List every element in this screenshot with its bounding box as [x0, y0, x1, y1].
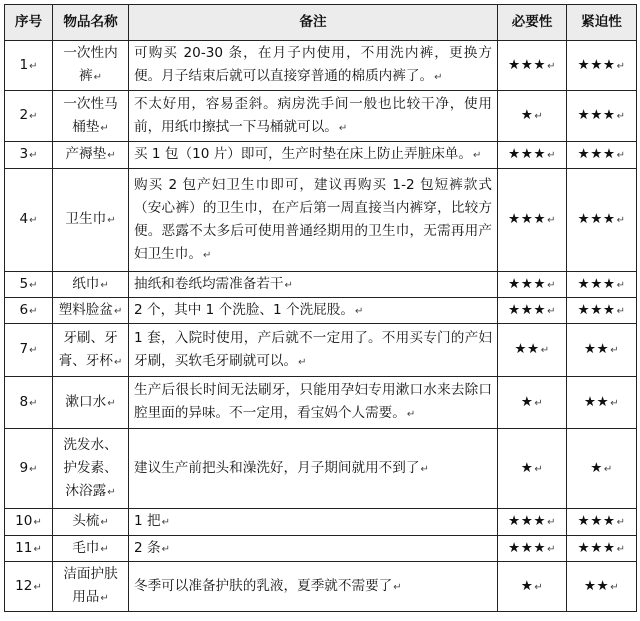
cell-necessity — [498, 142, 567, 169]
cell-notes — [129, 377, 498, 429]
paragraph-mark: ↵ — [616, 543, 626, 555]
paragraph-mark: ↵ — [616, 305, 626, 317]
notes-text: 不太好用，容易歪斜。病房洗手间一般也比较干净，使用前，用纸巾擦拭一下马桶就可以。 — [134, 95, 492, 135]
name-text: 牙刷、牙膏、牙杯 — [58, 329, 118, 369]
notes-text: 1 把 — [134, 513, 161, 529]
paragraph-mark: ↵ — [29, 215, 38, 226]
paragraph-mark: ↵ — [547, 60, 556, 72]
paragraph-mark: ↵ — [29, 60, 38, 72]
paragraph-mark: ↵ — [29, 397, 38, 409]
cell-urgency — [567, 41, 637, 91]
cell-index — [5, 324, 53, 377]
paragraph-mark: ↵ — [107, 486, 116, 498]
name-text: 卫生巾 — [65, 211, 107, 227]
notes-text: 抽纸和卷纸均需准备若干 — [134, 275, 284, 292]
items-table — [4, 4, 637, 612]
necessity-text: ★★★ — [508, 539, 547, 556]
paragraph-mark: ↵ — [534, 463, 544, 475]
name-text: 毛巾 — [72, 539, 100, 556]
paragraph-mark: ↵ — [298, 356, 307, 368]
cell-index — [5, 298, 53, 324]
cell-index — [5, 429, 53, 509]
cell-necessity — [498, 562, 567, 612]
table-row — [5, 562, 637, 612]
urgency-text: ★★★ — [577, 107, 616, 123]
cell-notes — [129, 169, 498, 272]
paragraph-mark: ↵ — [534, 581, 544, 593]
paragraph-mark: ↵ — [434, 72, 443, 83]
cell-necessity — [498, 429, 567, 509]
paragraph-mark: ↵ — [610, 581, 620, 593]
cell-notes — [129, 324, 498, 377]
notes-text: 可购买 20-30 条，在月子内使用，不用洗内裤，更换方便。月子结束后就可以直接穿普通的棉质内裤了。 — [134, 45, 492, 84]
cell-name — [53, 536, 129, 562]
paragraph-mark: ↵ — [547, 543, 556, 555]
urgency-text: ★★★ — [577, 211, 616, 227]
cell-urgency — [567, 142, 637, 169]
paragraph-mark: ↵ — [107, 150, 116, 161]
cell-name — [53, 142, 129, 169]
cell-name — [53, 509, 129, 536]
name-text: 产褥垫 — [65, 146, 107, 162]
notes-text: 1 套，入院时使用，产后就不一定用了。不用买专门的产妇牙刷，买软毛牙刷就可以。 — [134, 329, 492, 369]
paragraph-mark: ↵ — [547, 279, 556, 291]
necessity-text: ★ — [520, 577, 534, 594]
paragraph-mark: ↵ — [161, 517, 170, 528]
paragraph-mark: ↵ — [284, 279, 293, 291]
index-text: 6 — [19, 301, 29, 318]
paragraph-mark: ↵ — [33, 543, 42, 555]
name-text: 塑料脸盆 — [58, 301, 113, 318]
name-text: 一次性内裤 — [63, 45, 118, 84]
notes-text: 2 条 — [134, 539, 161, 556]
necessity-text: ★★★ — [508, 513, 547, 529]
cell-name — [53, 298, 129, 324]
cell-name — [53, 562, 129, 612]
cell-index — [5, 91, 53, 142]
notes-text: 2 个，其中 1 个洗脸、1 个洗屁股。 — [134, 301, 354, 318]
cell-necessity — [498, 536, 567, 562]
necessity-text: ★★★ — [508, 146, 547, 162]
index-text: 4 — [19, 211, 29, 227]
paragraph-mark: ↵ — [100, 543, 109, 555]
paragraph-mark: ↵ — [113, 305, 123, 317]
paragraph-mark: ↵ — [534, 397, 544, 409]
paragraph-mark: ↵ — [338, 122, 348, 134]
cell-index — [5, 377, 53, 429]
notes-text: 建议生产前把头和澡洗好，月子期间就用不到了 — [134, 459, 420, 476]
paragraph-mark: ↵ — [107, 215, 116, 226]
necessity-text: ★★ — [514, 341, 540, 357]
paragraph-mark: ↵ — [616, 111, 626, 122]
notes-text: 冬季可以准备护肤的乳液，夏季就不需要了 — [134, 577, 393, 594]
cell-necessity — [498, 91, 567, 142]
urgency-text: ★★ — [583, 393, 610, 410]
cell-notes — [129, 298, 498, 324]
table-row — [5, 169, 637, 272]
cell-notes — [129, 536, 498, 562]
paragraph-mark: ↵ — [616, 60, 626, 72]
cell-necessity — [498, 272, 567, 298]
name-text: 纸巾 — [72, 275, 100, 292]
header-index: 序号 — [5, 5, 53, 41]
name-text: 一次性马桶垫 — [63, 95, 118, 135]
cell-notes — [129, 562, 498, 612]
index-text: 5 — [19, 275, 29, 292]
cell-urgency — [567, 377, 637, 429]
name-text: 漱口水 — [65, 393, 107, 410]
urgency-text: ★ — [590, 459, 603, 476]
index-text: 11 — [15, 539, 33, 556]
cell-name — [53, 272, 129, 298]
cell-notes — [129, 429, 498, 509]
paragraph-mark: ↵ — [393, 581, 402, 593]
table-row — [5, 142, 637, 169]
urgency-text: ★★ — [583, 341, 610, 357]
urgency-text: ★★ — [583, 577, 610, 594]
cell-necessity — [498, 298, 567, 324]
necessity-text: ★ — [520, 107, 534, 123]
paragraph-mark: ↵ — [161, 543, 170, 555]
notes-text: 生产后很长时间无法刷牙，只能用孕妇专用漱口水来去除口腔里面的异味。不一定用，看宝妈个人需要。 — [134, 382, 492, 421]
name-text: 洗发水、护发素、沐浴露 — [63, 436, 118, 499]
notes-text: 购买 2 包产妇卫生巾即可，建议再购买 1-2 包短裤款式（安心裤）的卫生巾，在产后第一周直接当内裤穿，比较方便。恶露不太多后可使用普通经期用的卫生巾，无需再用产妇卫生巾。 — [134, 176, 492, 262]
table-row — [5, 91, 637, 142]
necessity-text: ★★★ — [508, 211, 547, 227]
paragraph-mark: ↵ — [29, 279, 38, 291]
paragraph-mark: ↵ — [610, 397, 620, 409]
header-row — [5, 5, 637, 41]
urgency-text: ★★★ — [577, 539, 616, 556]
paragraph-mark: ↵ — [534, 111, 544, 122]
name-text: 洁面护肤用品 — [63, 566, 118, 605]
cell-urgency — [567, 169, 637, 272]
paragraph-mark: ↵ — [547, 150, 556, 161]
paragraph-mark: ↵ — [113, 356, 123, 368]
necessity-text: ★ — [520, 393, 534, 410]
paragraph-mark: ↵ — [616, 517, 626, 528]
index-text: 10 — [15, 513, 33, 529]
cell-urgency — [567, 272, 637, 298]
cell-necessity — [498, 324, 567, 377]
table-row — [5, 509, 637, 536]
urgency-text: ★★★ — [577, 301, 616, 318]
cell-index — [5, 142, 53, 169]
index-text: 9 — [19, 459, 29, 476]
table-row — [5, 324, 637, 377]
index-text: 1 — [19, 56, 29, 73]
table-row — [5, 272, 637, 298]
index-text: 7 — [19, 341, 29, 357]
necessity-text: ★★★ — [508, 301, 547, 318]
paragraph-mark: ↵ — [100, 279, 109, 291]
paragraph-mark: ↵ — [616, 150, 626, 161]
cell-urgency — [567, 536, 637, 562]
table-row — [5, 377, 637, 429]
cell-index — [5, 272, 53, 298]
cell-necessity — [498, 169, 567, 272]
paragraph-mark: ↵ — [29, 150, 38, 161]
cell-index — [5, 536, 53, 562]
cell-index — [5, 41, 53, 91]
cell-urgency — [567, 509, 637, 536]
paragraph-mark: ↵ — [107, 397, 116, 409]
cell-necessity — [498, 41, 567, 91]
cell-notes — [129, 41, 498, 91]
paragraph-mark: ↵ — [406, 409, 416, 420]
necessity-text: ★★★ — [508, 56, 547, 73]
cell-index — [5, 562, 53, 612]
paragraph-mark: ↵ — [616, 215, 626, 226]
table-body — [5, 41, 637, 612]
paragraph-mark: ↵ — [547, 517, 556, 528]
name-text: 头梳 — [72, 513, 100, 529]
header-necessity: 必要性 — [498, 5, 567, 41]
urgency-text: ★★★ — [577, 275, 616, 292]
paragraph-mark: ↵ — [616, 279, 626, 291]
table-row — [5, 536, 637, 562]
paragraph-mark: ↵ — [100, 122, 109, 134]
cell-name — [53, 169, 129, 272]
table-row — [5, 41, 637, 91]
cell-name — [53, 377, 129, 429]
paragraph-mark: ↵ — [354, 305, 364, 317]
paragraph-mark: ↵ — [547, 305, 556, 317]
cell-urgency — [567, 429, 637, 509]
paragraph-mark: ↵ — [29, 305, 38, 317]
paragraph-mark: ↵ — [29, 345, 38, 356]
header-name: 物品名称 — [53, 5, 129, 41]
cell-name — [53, 91, 129, 142]
urgency-text: ★★★ — [577, 56, 616, 73]
necessity-text: ★ — [520, 459, 534, 476]
cell-urgency — [567, 91, 637, 142]
cell-notes — [129, 509, 498, 536]
paragraph-mark: ↵ — [100, 593, 109, 604]
table-row — [5, 298, 637, 324]
cell-urgency — [567, 298, 637, 324]
paragraph-mark: ↵ — [33, 581, 42, 593]
cell-necessity — [498, 377, 567, 429]
paragraph-mark: ↵ — [547, 215, 556, 226]
cell-index — [5, 509, 53, 536]
index-text: 12 — [15, 577, 33, 594]
paragraph-mark: ↵ — [603, 463, 613, 475]
cell-notes — [129, 91, 498, 142]
paragraph-mark: ↵ — [33, 517, 42, 528]
paragraph-mark: ↵ — [420, 463, 429, 475]
cell-name — [53, 41, 129, 91]
index-text: 8 — [19, 393, 29, 410]
index-text: 3 — [19, 146, 29, 162]
paragraph-mark: ↵ — [100, 517, 109, 528]
paragraph-mark: ↵ — [472, 150, 482, 161]
cell-necessity — [498, 509, 567, 536]
cell-name — [53, 324, 129, 377]
paragraph-mark: ↵ — [29, 463, 38, 475]
necessity-text: ★★★ — [508, 275, 547, 292]
cell-urgency — [567, 324, 637, 377]
header-urgency: 紧迫性 — [567, 5, 637, 41]
table-row — [5, 429, 637, 509]
header-notes: 备注 — [129, 5, 498, 41]
cell-index — [5, 169, 53, 272]
cell-notes — [129, 142, 498, 169]
cell-urgency — [567, 562, 637, 612]
paragraph-mark: ↵ — [29, 111, 38, 122]
table-header — [5, 5, 637, 41]
paragraph-mark: ↵ — [540, 345, 550, 356]
index-text: 2 — [19, 107, 29, 123]
urgency-text: ★★★ — [577, 146, 616, 162]
cell-name — [53, 429, 129, 509]
paragraph-mark: ↵ — [202, 249, 212, 261]
paragraph-mark: ↵ — [610, 345, 620, 356]
notes-text: 买 1 包（10 片）即可，生产时垫在床上防止弄脏床单。 — [134, 146, 472, 162]
paragraph-mark: ↵ — [93, 72, 102, 83]
cell-notes — [129, 272, 498, 298]
urgency-text: ★★★ — [577, 513, 616, 529]
